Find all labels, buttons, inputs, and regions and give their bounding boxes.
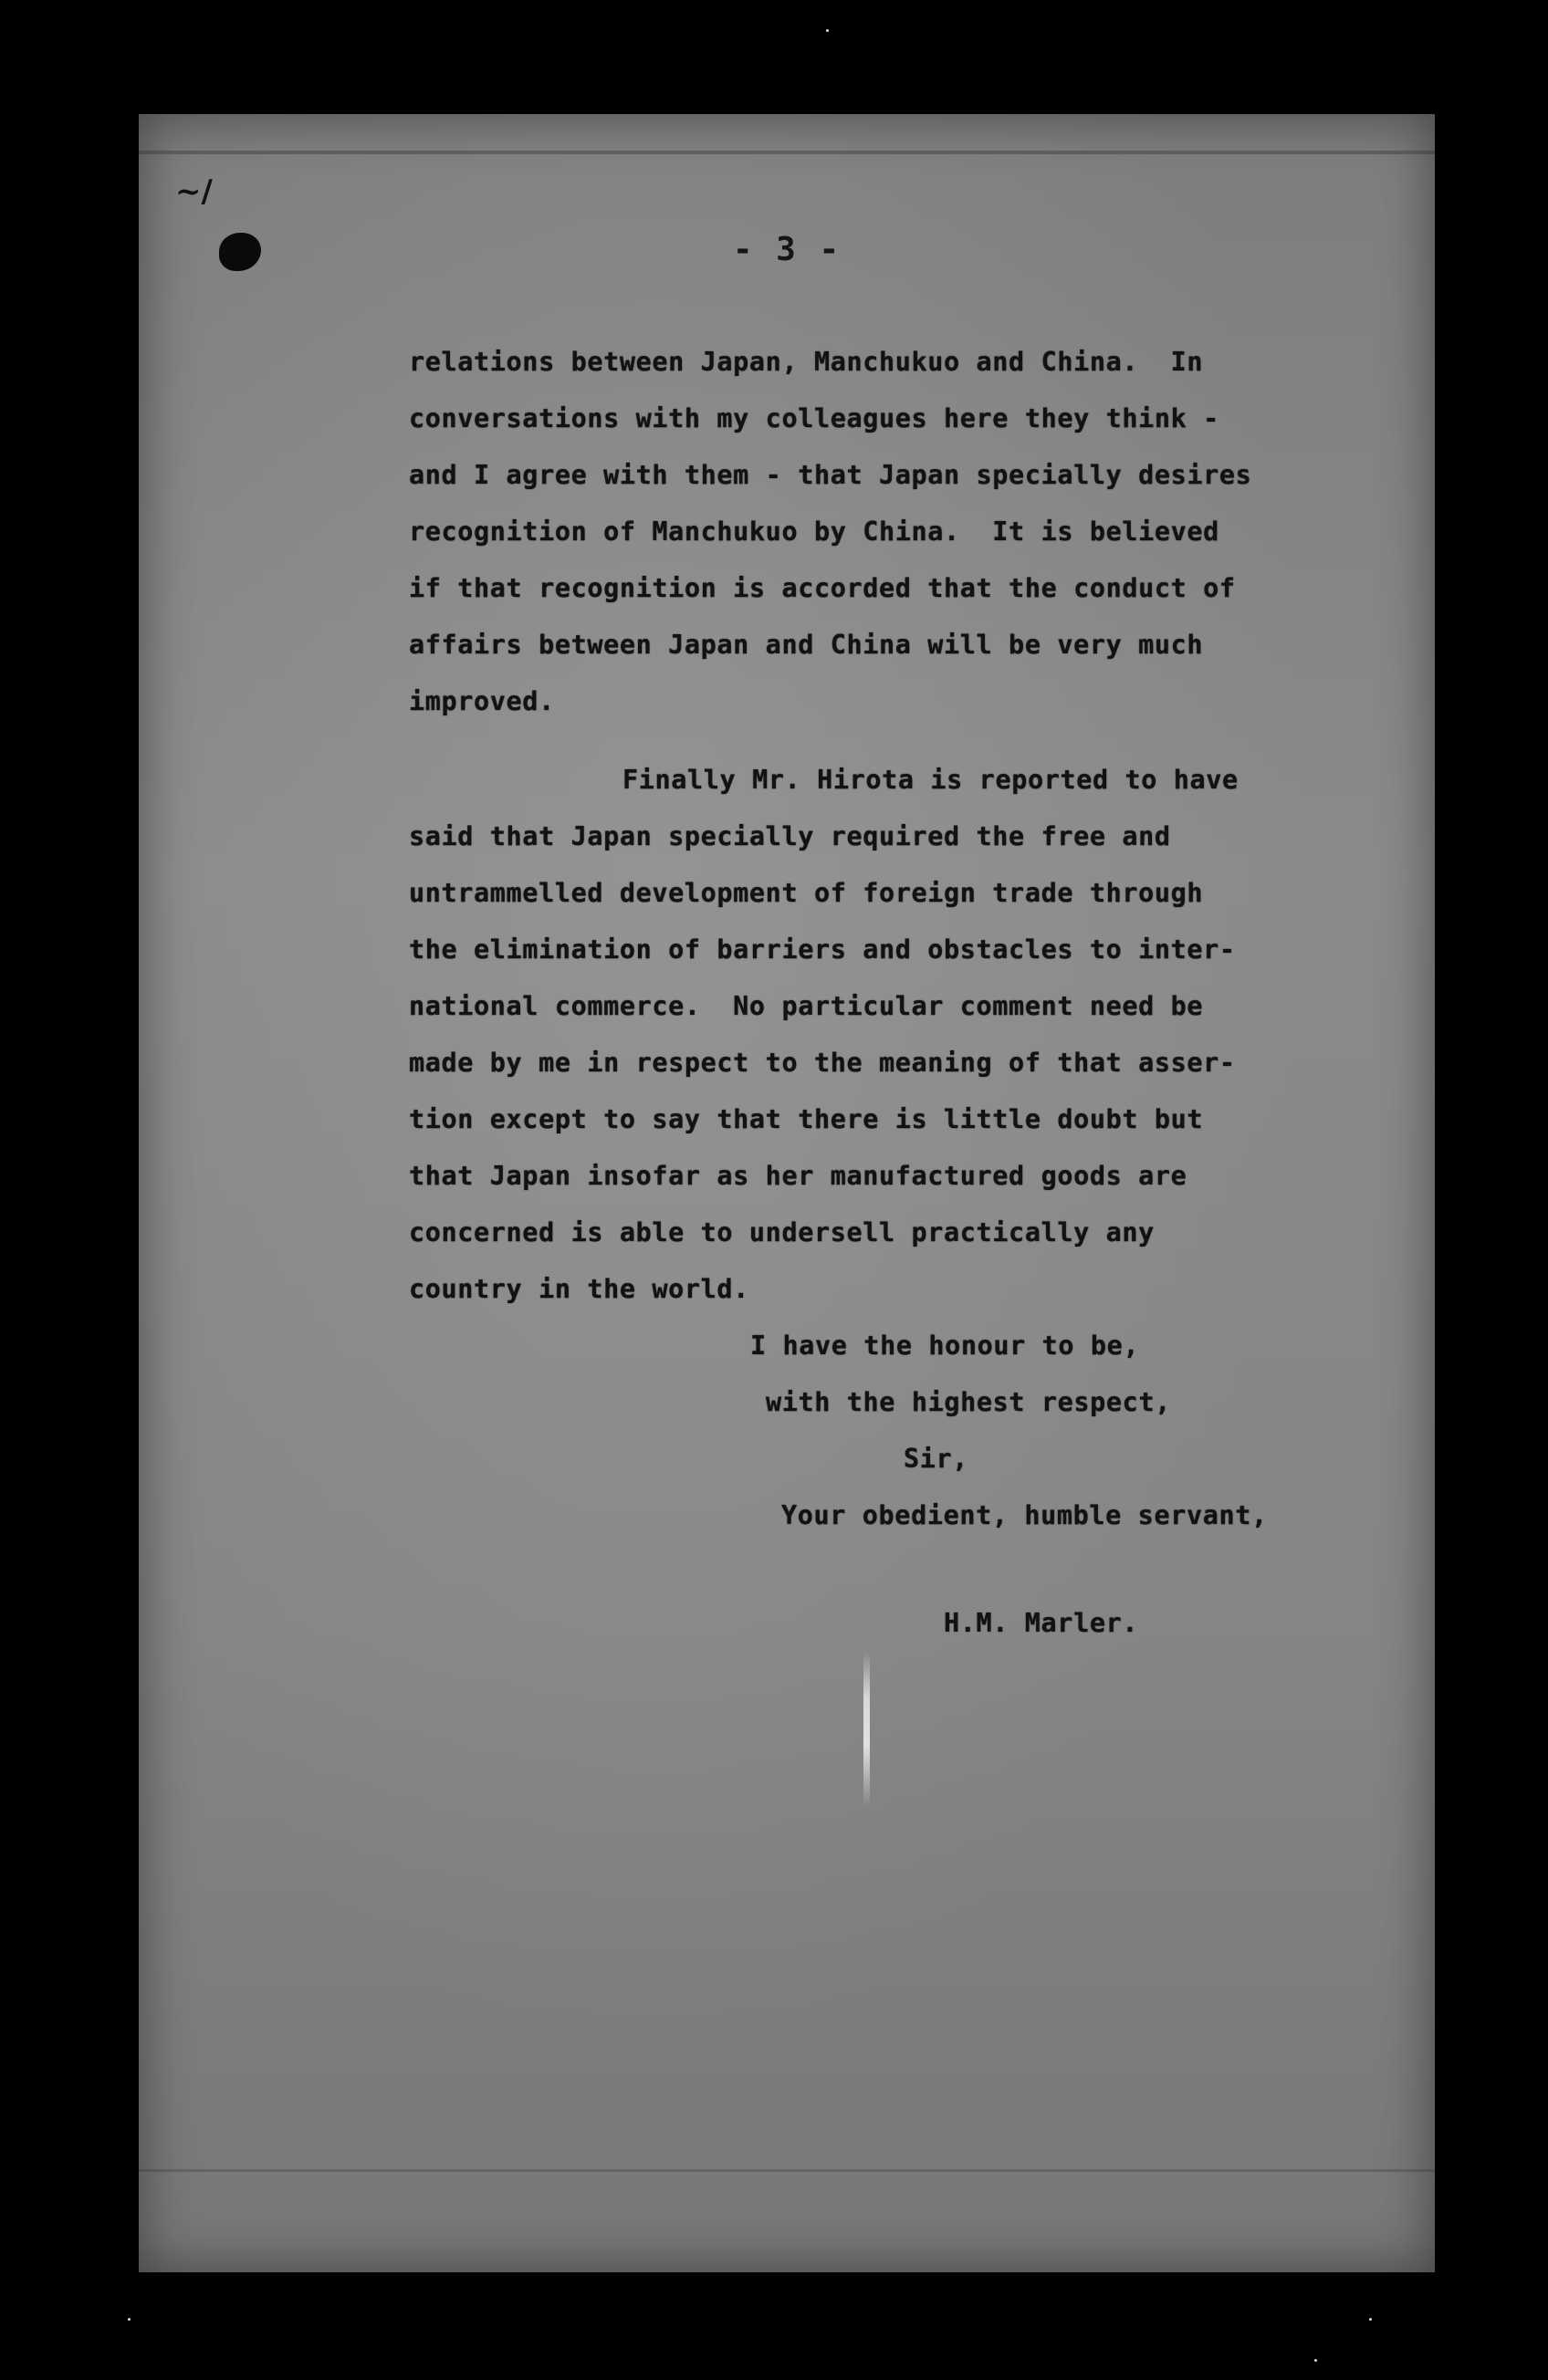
film-speck [1369,2318,1372,2321]
body-line: the elimination of barriers and obstacles to inter- [409,934,1236,965]
body-line: country in the world. [409,1274,749,1304]
body-line: affairs between Japan and China will be very much [409,630,1204,660]
body-line: that Japan insofar as her manufactured goods are [409,1161,1187,1191]
closing-line: I have the honour to be, [750,1331,1140,1361]
body-line: improved. [409,686,555,716]
page-number: - 3 - [732,231,842,268]
body-line: concerned is able to undersell practically any [409,1217,1155,1247]
body-line: tion except to say that there is little doubt but [409,1104,1204,1134]
body-line: made by me in respect to the meaning of that asser- [409,1048,1236,1078]
body-line: conversations with my colleagues here they think - [409,403,1219,433]
closing-line: Your obedient, humble servant, [781,1500,1268,1530]
body-line: relations between Japan, Manchukuo and China. In [409,347,1204,377]
body-line: untrammelled development of foreign trade through [409,878,1204,908]
body-line: and I agree with them - that Japan specially desires [409,460,1252,490]
film-speck [826,29,829,32]
document-page [139,114,1435,2272]
film-speck [1314,2359,1317,2362]
body-line: Finally Mr. Hirota is reported to have [622,765,1239,795]
body-line: if that recognition is accorded that the conduct of [409,573,1236,603]
closing-line: Sir, [904,1444,969,1474]
signature: H.M. Marler. [944,1608,1139,1638]
body-line: national commerce. No particular comment need be [409,991,1204,1021]
film-speck [128,2318,131,2321]
body-line: recognition of Manchukuo by China. It is believed [409,517,1219,547]
film-scratch [863,1652,870,1807]
corner-annotation: ~/ [175,173,213,210]
body-line: said that Japan specially required the free and [409,821,1171,851]
closing-line: with the highest respect, [766,1387,1171,1417]
